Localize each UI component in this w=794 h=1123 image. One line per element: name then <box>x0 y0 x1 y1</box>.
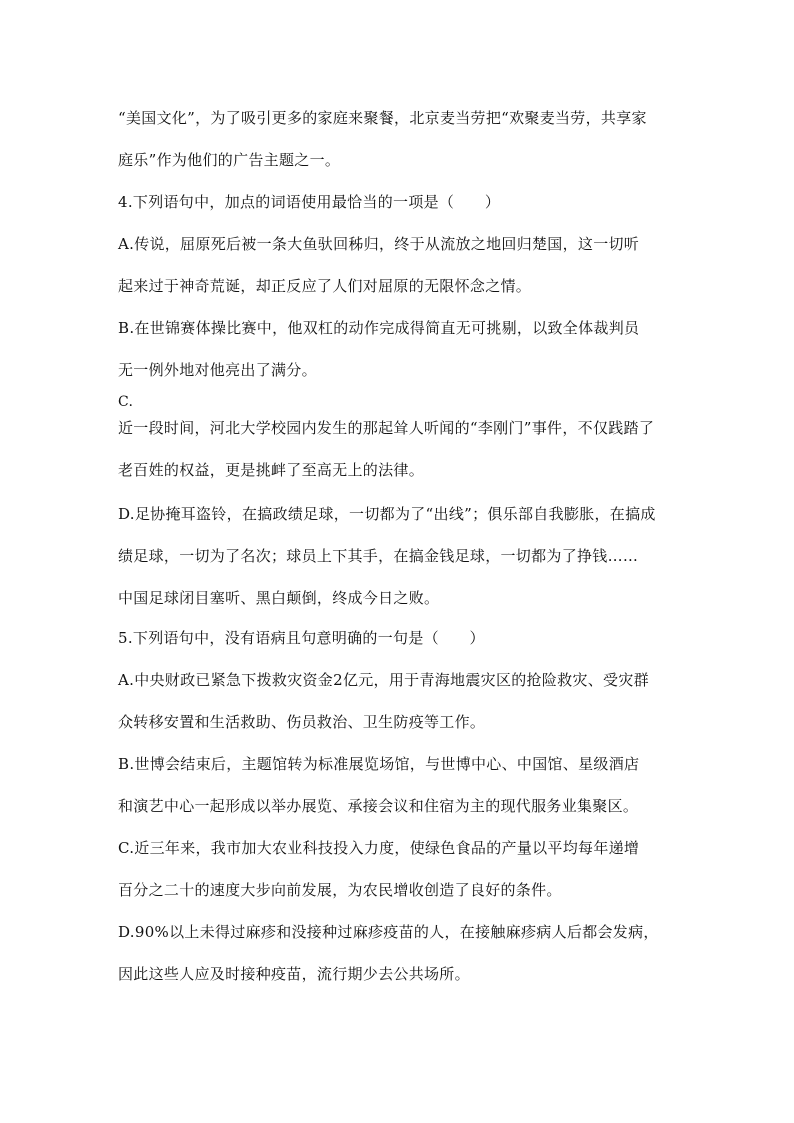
text-line: “美国文化”，为了吸引更多的家庭来聚餐，北京麦当劳把“欢聚麦当劳，共享家 <box>118 109 647 127</box>
text-line: 起来过于神奇荒诞，却正反应了人们对屈原的无限怀念之情。 <box>118 277 532 295</box>
text-line: 老百姓的权益，更是挑衅了至高无上的法律。 <box>118 461 425 479</box>
text-line: 绩足球，一切为了名次；球员上下其手，在搞金钱足球，一切都为了挣钱…… <box>118 547 639 565</box>
text-line: 百分之二十的速度大步向前发展，为农民增收创造了良好的条件。 <box>118 881 562 899</box>
question-5-option-d: D.90%以上未得过麻疹和没接种过麻疹疫苗的人，在接触麻疹病人后都会发病， <box>118 923 659 941</box>
text-line: 庭乐”作为他们的广告主题之一。 <box>118 151 341 169</box>
question-5-option-c: C.近三年来，我市加大农业科技投入力度，使绿色食品的产量以平均每年递增 <box>118 839 640 857</box>
text-line: 中国足球闭目塞听、黑白颠倒，终成今日之败。 <box>118 589 440 607</box>
question-5-option-a: A.中央财政已紧急下拨救灾资金2亿元，用于青海地震灾区的抢险救灾、受灾群 <box>118 671 649 689</box>
text-line: 无一例外地对他亮出了满分。 <box>118 361 317 379</box>
question-4-option-c: 近一段时间，河北大学校园内发生的那起耸人听闻的“李刚门”事件，不仅践踏了 <box>118 419 655 437</box>
text-line: 众转移安置和生活救助、伤员救治、卫生防疫等工作。 <box>118 713 486 731</box>
question-4-stem: 4.下列语句中，加点的词语使用最恰当的一项是（ ） <box>118 193 501 211</box>
text-line: 因此这些人应及时接种疫苗，流行期少去公共场所。 <box>118 965 470 983</box>
question-4-option-d: D.足协掩耳盗铃，在搞政绩足球，一切都为了“出线”；俱乐部自我膨胀，在搞成 <box>118 505 656 523</box>
question-4-option-b: B.在世锦赛体操比赛中，他双杠的动作完成得简直无可挑剔，以致全体裁判员 <box>118 319 640 337</box>
question-5-option-b: B.世博会结束后，主题馆转为标准展览场馆，与世博中心、中国馆、星级酒店 <box>118 755 640 773</box>
question-5-stem: 5.下列语句中，没有语病且句意明确的一句是（ ） <box>118 629 485 647</box>
question-4-option-c-label: C. <box>118 394 134 410</box>
question-4-option-a: A.传说，屈原死后被一条大鱼驮回秭归，终于从流放之地回归楚国，这一切听 <box>118 235 640 253</box>
text-line: 和演艺中心一起形成以举办展览、承接会议和住宿为主的现代服务业集聚区。 <box>118 797 639 815</box>
